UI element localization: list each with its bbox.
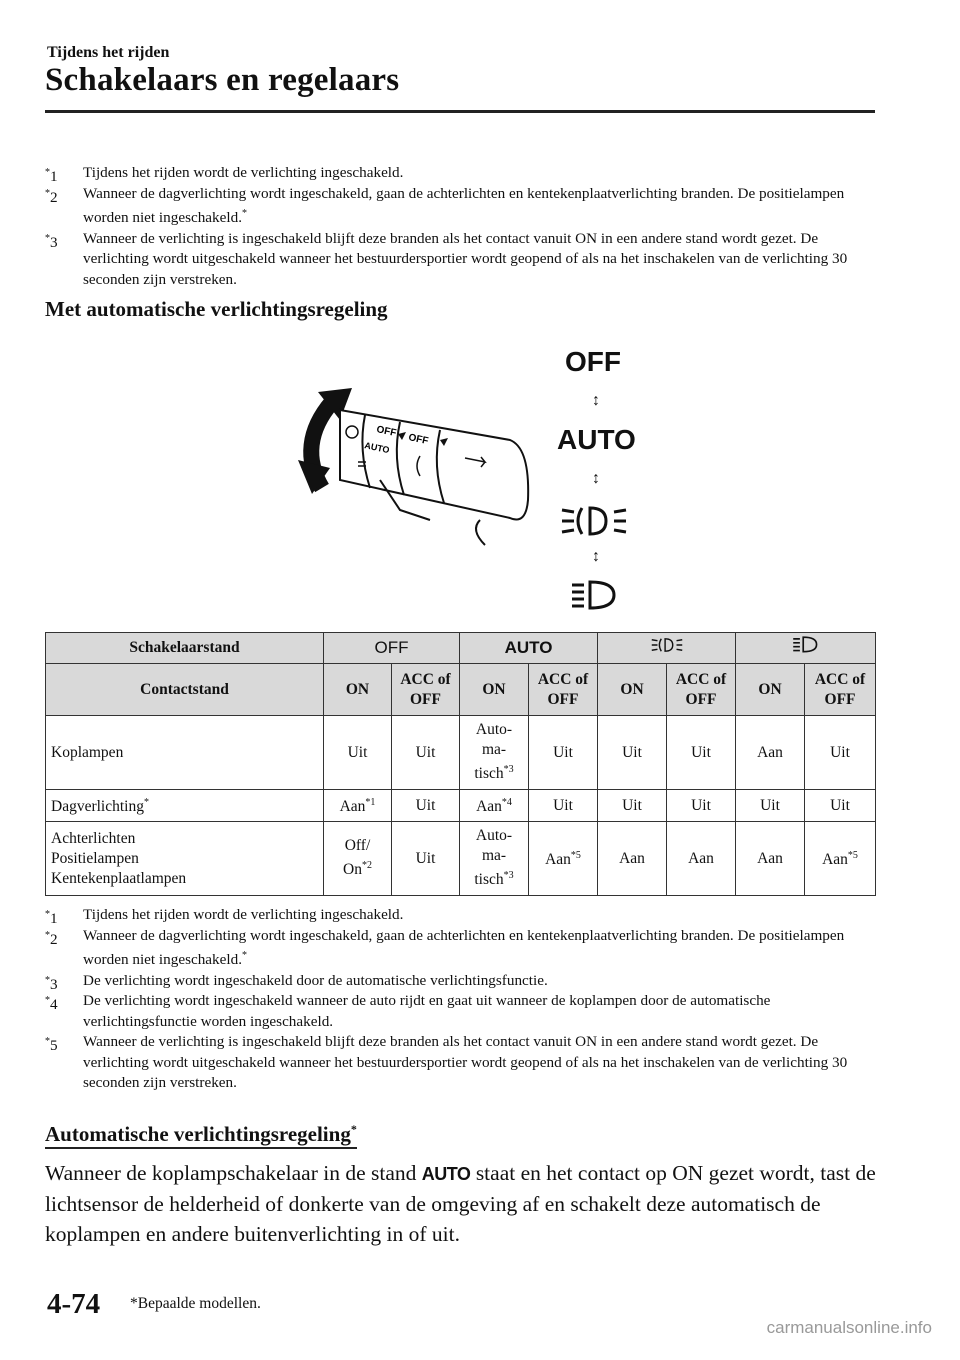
headlamps-icon xyxy=(791,635,821,655)
updown-arrow-icon: ↕ xyxy=(592,470,600,487)
footnote-4: *4 De verlichting wordt ingeschakeld wanneer de auto rijdt en gaat uit wanneer de koplampen door de automatische verlichtingsfunctie worden ingeschakeld. xyxy=(45,992,771,1030)
position-auto-label: AUTO xyxy=(557,424,636,455)
contact-position-row: Contactstand ON ACC of OFF ON ACC of OFF ON ACC of OFF ON ACC of OFF xyxy=(46,664,876,716)
headlamps-column-header xyxy=(736,633,876,664)
footnote-5: *5 Wanneer de verlichting is ingeschakeld blijft deze branden als het contact vanuit ON in een andere stand wordt gezet. De verlichting wordt uitgeschakeld wanneer het bestuurdersportier wordt geopend of als na het inschakelen van de verlichting 30 seconden zijn verstreken. xyxy=(45,1033,848,1092)
off-column-header: OFF xyxy=(324,633,460,664)
lever-icon xyxy=(280,340,680,620)
footnote-3: *3 Wanneer de verlichting is ingeschakeld blijft deze branden als het contact vanuit ON in een andere stand wordt gezet. De verlichting wordt uitgeschakeld wanneer het bestuurdersportier wordt geopend of als na het inschakelen van de verlichting 30 seconden zijn verstreken. xyxy=(45,229,848,288)
lever-auto-label: AUTO xyxy=(363,440,391,456)
page-number: 4-74 xyxy=(47,1288,101,1320)
position-lamps-column-header xyxy=(598,633,736,664)
page-title: Schakelaars en regelaars xyxy=(45,62,400,98)
updown-arrow-icon: ↕ xyxy=(592,548,600,565)
auto-glyph: AUTO xyxy=(421,1164,471,1184)
title-divider xyxy=(45,110,875,113)
footnote-2: *2 Wanneer de dagverlichting wordt ingeschakeld, gaan de achterlichten en kentekenplaatverlichting branden. De positielampen worden niet ingeschakeld.* xyxy=(45,926,845,969)
position-off-label: OFF xyxy=(565,346,621,377)
headlamps-icon xyxy=(570,578,620,619)
switch-position-row xyxy=(46,633,876,664)
lever-off2-label: OFF xyxy=(407,432,430,448)
light-switch-diagram xyxy=(280,340,680,620)
table-row-achterlichten: Achterlichten Positielampen Kentekenplaatlampen Off/ On$^{*2}$ Uit Auto- ma- tisch$^{*3}$ Aan$^{*5}$ Aan Aan Aan Aan$^{*5}$ xyxy=(46,822,876,896)
footnote-1: *1 Tijdens het rijden wordt de verlichting ingeschakeld. xyxy=(45,164,404,186)
contact-position-header: Contactstand xyxy=(46,664,324,716)
section-heading: Met automatische verlichtingsregeling xyxy=(45,297,388,321)
subsection-body: Wanneer de koplampschakelaar in de stand AUTO staat en het contact op ON gezet wordt, tast de lichtsensor de helderheid of donkerte van de omgeving af en schakelt deze automatisch de koplampen en andere buitenverlichting in of uit. xyxy=(45,1161,876,1246)
auto-column-header: AUTO xyxy=(460,633,598,664)
updown-arrow-icon: ↕ xyxy=(592,392,600,409)
footnote-1: *1 Tijdens het rijden wordt de verlichting ingeschakeld. xyxy=(45,906,404,928)
footnote-3: *3 De verlichting wordt ingeschakeld door de automatische verlichtingsfunctie. xyxy=(45,971,548,993)
subsection-heading: Automatische verlichtingsregeling* xyxy=(45,1122,357,1147)
footnote-2: *2 Wanneer de dagverlichting wordt ingeschakeld, gaan de achterlichten en kentekenplaatverlichting branden. De positielampen worden niet ingeschakeld.* xyxy=(45,184,845,227)
watermark: carmanualsonline.info xyxy=(766,1318,932,1337)
table-row-koplampen: Koplampen Uit Uit Auto- ma- tisch$^{*3}$ Uit Uit Uit Aan Uit xyxy=(46,716,876,790)
lighting-table xyxy=(45,632,876,896)
lever-off-label: OFF xyxy=(375,424,398,440)
position-lamps-icon xyxy=(649,635,685,655)
section-kicker: Tijdens het rijden xyxy=(47,44,170,61)
position-lamps-icon xyxy=(560,500,628,547)
footer-note: *Bepaalde modellen. xyxy=(130,1295,261,1312)
bottom-footnotes xyxy=(45,905,875,1094)
top-footnotes xyxy=(45,163,875,290)
table-row-dagverlichting: Dagverlichting* Aan$^{*1}$ Uit Aan$^{*4}$ Uit Uit Uit Uit Uit xyxy=(46,790,876,822)
switch-position-header: Schakelaarstand xyxy=(46,633,324,664)
